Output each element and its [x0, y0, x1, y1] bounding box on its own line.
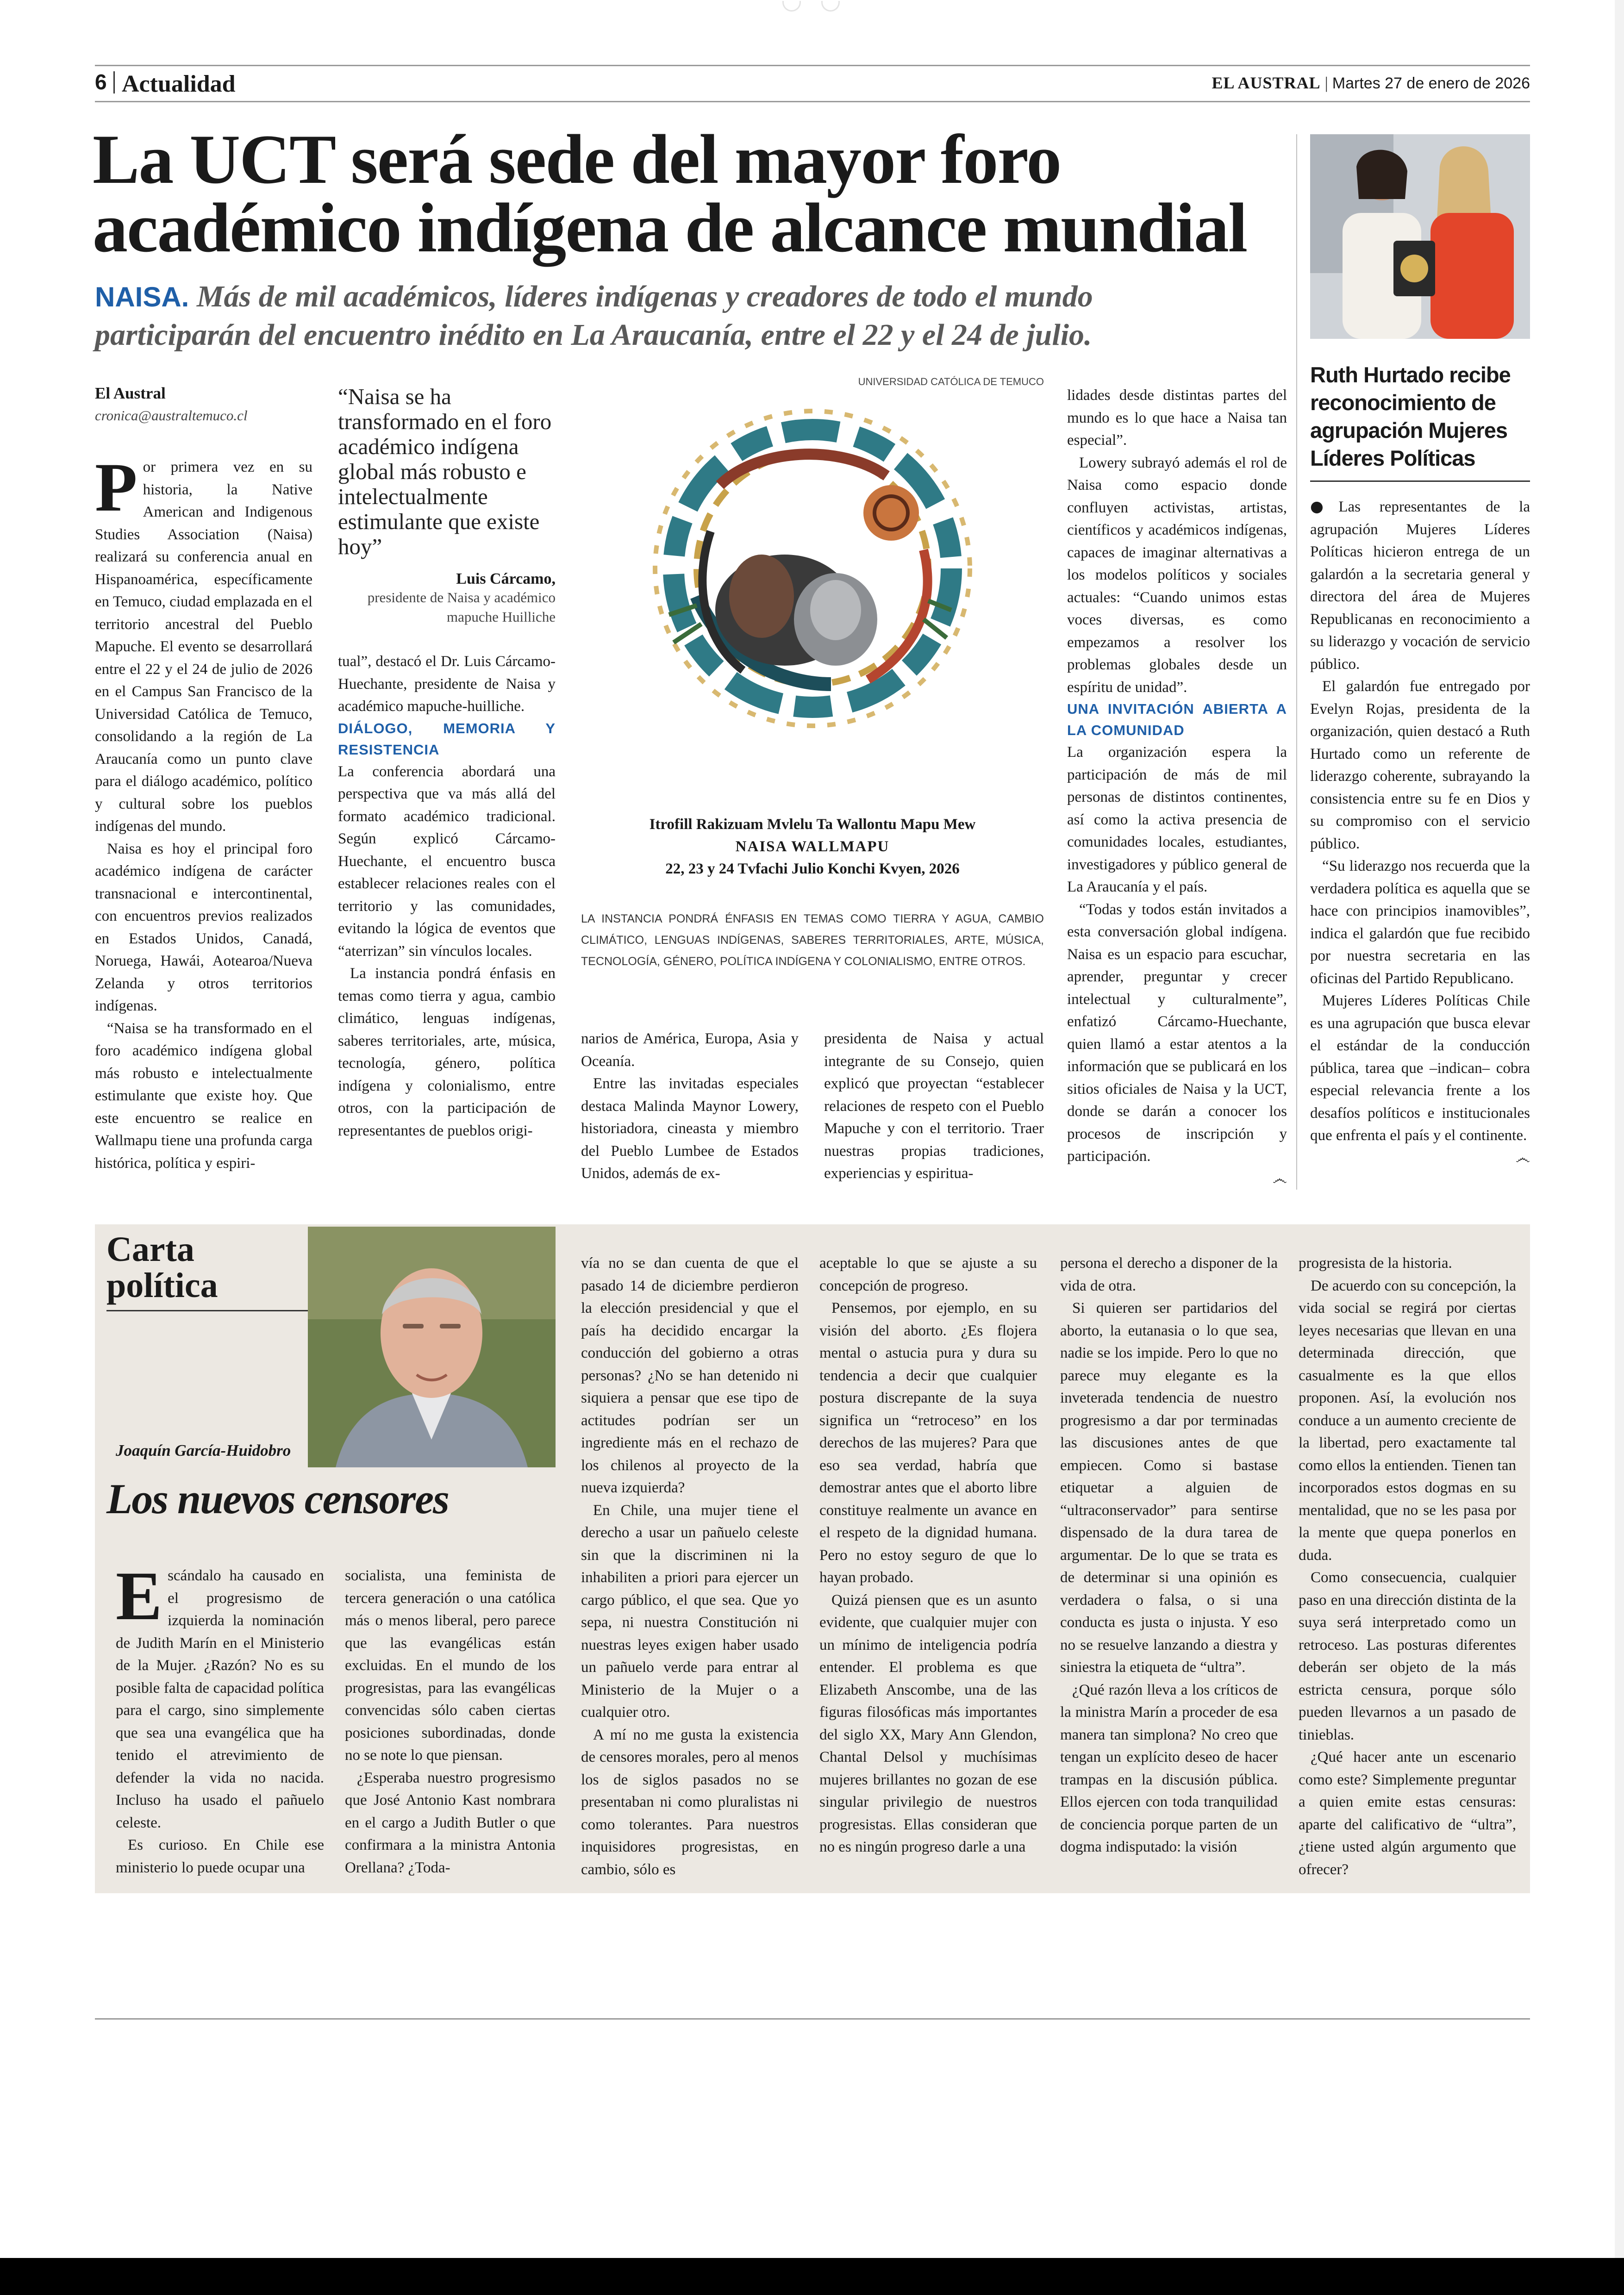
scan-mark-right	[821, 1, 840, 12]
main-headline	[93, 120, 1278, 267]
page-header	[95, 69, 1530, 99]
poster-line1: Itrofill Rakizuam Mvlelu Ta Wallontu Mapu Mew	[649, 816, 976, 833]
opinion-col-6	[1299, 1252, 1516, 1881]
opinion-label-line2: política	[106, 1266, 218, 1305]
author-portrait	[308, 1227, 556, 1467]
main-col-5	[1067, 384, 1287, 1191]
main-col3-p1: narios de América, Europa, Asia y Oceanía.	[581, 1030, 799, 1070]
side-p1: Las representantes de la agrupación Mujeres Líderes Políticas hicieron entrega de un galardón a la secretaria general y directora del área de Mujeres Republicanas en reconocimiento a su liderazgo y vocación de servicio público.	[1310, 499, 1530, 673]
pull-quote-role: presidente de Naisa y académico mapuche Huilliche	[367, 589, 556, 625]
pull-quote-text: “Naisa se ha transformado en el foro académico indígena global más robusto e intelectualmente estimulante que existe hoy”	[338, 384, 552, 559]
issue-date: Martes 27 de enero de 2026	[1332, 75, 1530, 92]
opinion-col5-p3: ¿Qué razón lleva a los críticos de la ministra Marín a proceder de esa manera tan simplona? No creo que tengan un explícito deseo de hacer trampas en la discusión pública. Ellos ejercen con toda tranquilidad de conciencia porque parten de un dogma indisputado: la visión	[1060, 1681, 1278, 1855]
main-col-2	[338, 650, 556, 1142]
header-rule	[95, 101, 1530, 102]
opinion-col2-p1: socialista, una feminista de tercera generación o una católica más o menos liberal, pero parece que las evangélicas están excluidas. En el mundo de los progresistas, para las evangélicas convencidas sólo caben ciertas posiciones subordinadas, donde no se note lo que piensan.	[345, 1567, 556, 1764]
side-col	[1310, 495, 1530, 1170]
deck	[95, 278, 1280, 354]
side-headline: Ruth Hurtado recibe reconocimiento de agrupación Mujeres Líderes Políticas	[1310, 362, 1511, 470]
main-headline-line2: académico indígena de alcance mundial	[93, 189, 1247, 267]
opinion-col1-p1: scándalo ha causado en el progresismo de izquierda la nominación de Judith Marín en el Ministerio de la Mujer. ¿Razón? No es su posible falta de capacidad política para el cargo, sino simplemente que sea una evangélica que ha tenido el atrevimiento de defender la vida no nacida. Incluso ha usado el pañuelo celeste.	[116, 1567, 324, 1831]
column-separator	[1296, 134, 1297, 1190]
opinion-col4-p1: aceptable lo que se ajuste a su concepción de progreso.	[819, 1255, 1037, 1294]
opinion-label-line1: Carta	[106, 1230, 194, 1269]
opinion-col6-p3: Como consecuencia, cualquier paso en una dirección distinta de la suya será interpretado como un retroceso. Las posturas diferentes deberán ser objeto de la más estricta censura, porque sólo pueden llevarnos a un pasado de tinieblas.	[1299, 1569, 1516, 1743]
naisa-poster	[581, 393, 1044, 888]
byline: El Austral	[95, 384, 166, 402]
main-col4-p1: presidenta de Naisa y actual integrante de su Consejo, quien explicó que proyectan “establecer relaciones de respeto con el Pueblo Mapuche y con el territorio. Traer nuestras propias tradiciones, experiencias y espiritua-	[824, 1030, 1044, 1182]
opinion-col-1	[116, 1558, 324, 1879]
bullet-icon: ●	[1310, 497, 1339, 515]
byline-email: cronica@australtemuco.cl	[95, 407, 248, 424]
right-scroll-edge	[1615, 0, 1624, 2258]
opinion-col5-p1: persona el derecho a disponer de la vida de otra.	[1060, 1255, 1278, 1294]
opinion-col3-p2: En Chile, una mujer tiene el derecho a usar un pañuelo celeste sin que la discriminen ni la inhabiliten a priori para ejercer un cargo público, el que sea. Que yo sepa, ni nuestra Constitución ni nuestras leyes exigen haber usado un pañuelo verde para entrar al Ministerio de la Mujer o a cualquier otro.	[581, 1502, 799, 1721]
opinion-col2-p2: ¿Esperaba nuestro progresismo que José Antonio Kast nombrara en el cargo a Judith Butler o que confirmara a la ministra Antonia Orellana? ¿Toda-	[345, 1769, 556, 1876]
side-p4: Mujeres Líderes Políticas Chile es una agrupación que busca elevar el estándar de la conducción pública, tarea que –indican– cobra especial relevancia frente a los desafíos políticos e institucionales que enfrenta el país y el continente.	[1310, 992, 1530, 1144]
main-col1-p2: Naisa es hoy el principal foro académico indígena de carácter transnacional e intercontinental, con encuentros previos realizados en Estados Unidos, Canadá, Noruega, Hawái, Aotearoa/Nueva Zelanda y otros territorios indígenas.	[95, 840, 312, 1014]
scan-mark-left	[782, 1, 801, 12]
paper-name: EL AUSTRAL	[1212, 74, 1321, 92]
opinion-col6-p2: De acuerdo con su concepción, la vida social se regirá por ciertas leyes necesarias que llevan en una determinada dirección, que casualmente es la que ellos proponen. Así, la evolución nos conduce a un aumento creciente de la libertad, pero exactamente tal como ellos la entienden. Tienen tan incorporados estos dogmas en su mentalidad, que no se les pasa por la mente que quepa ponerlos en duda.	[1299, 1277, 1516, 1564]
opinion-label-rule	[106, 1310, 308, 1311]
subhead-dialogo: DIÁLOGO, MEMORIA Y RESISTENCIA	[338, 720, 556, 758]
side-rule	[1310, 480, 1530, 482]
opinion-col-2	[345, 1565, 556, 1879]
bottom-black-band	[0, 2258, 1624, 2295]
pull-quote-name: Luis Cárcamo,	[456, 570, 556, 587]
header-divider-right: |	[1324, 74, 1328, 92]
main-col1-p3: “Naisa se ha transformado en el foro académico indígena global más robusto e intelectualmente estimulante que existe hoy. Que este encuentro se realice en Wallmapu tiene una profunda carga histórica, política y espiri-	[95, 1020, 312, 1172]
deck-text1: Más de mil académicos, líderes indígenas y creadores de todo el mundo	[196, 280, 1093, 313]
deck-line1	[95, 278, 1280, 316]
side-end-mark: ෴	[1515, 1148, 1530, 1167]
section-name: Actualidad	[122, 71, 236, 97]
opinion-col-4	[819, 1252, 1037, 1858]
pull-quote	[338, 384, 556, 627]
side-p3: “Su liderazgo nos recuerda que la verdadera política es aquella que se hace con principios inamovibles”, indica el galardón que fue recibido por nuestra secretaria en las oficinas del Partido Republicano.	[1310, 858, 1530, 987]
figure-caption: LA INSTANCIA PONDRÁ ÉNFASIS EN TEMAS COMO TIERRA Y AGUA, CAMBIO CLIMÁTICO, LENGUAS INDÍGENAS, SABERES TERRITORIALES, ARTE, MÚSICA, TECNOLOGÍA, GÉNERO, POLÍTICA INDÍGENA Y COLONIALISMO, ENTRE OTROS.	[581, 912, 1044, 968]
opinion-col4-p3: Quizá piensen que es un asunto evidente, que cualquier mujer con un mínimo de inteligencia podría entender. El problema es que Elizabeth Anscombe, una de las figuras filosóficas más importantes del siglo XX, Mary Ann Glendon, Chantal Delsol y muchísimas mujeres brillantes no gozan de ese singular privilegio de nuestros progresistas. Ellas consideran que no es ningún progreso darle a una	[819, 1591, 1037, 1855]
opinion-drop-cap: E	[116, 1558, 162, 1634]
main-col3-p2: Entre las invitadas especiales destaca Malinda Maynor Lowery, historiadora, cineasta y miembro del Pueblo Lumbee de Estados Unidos, además de ex-	[581, 1075, 799, 1182]
main-col-4	[824, 1028, 1044, 1185]
opinion-author: Joaquín García-Huidobro	[116, 1441, 291, 1459]
kicker: NAISA.	[95, 281, 189, 312]
side-photo	[1310, 134, 1530, 339]
opinion-col6-p1: progresista de la historia.	[1299, 1255, 1452, 1272]
main-col2-p3: La instancia pondrá énfasis en temas como tierra y agua, cambio climático, lenguas indígenas, saberes territoriales, arte, música, tecnología, género, política indígena y colonialismo, entre otros, con la participación de representantes de pueblos origi-	[338, 965, 556, 1139]
opinion-col6-p4: ¿Qué hacer ante un escenario como este? Simplemente preguntar a quien emite estas censuras: aparte del calificativo de “ultra”, ¿tiene usted algún argumento que ofrecer?	[1299, 1749, 1516, 1878]
bottom-rule	[95, 2018, 1530, 2020]
opinion-col3-p1: vía no se dan cuenta de que el pasado 14 de diciembre perdieron la elección presidencial y que el país ha decidido encargar la conducción del gobierno a otras personas? ¿No se han detenido ni siquiera a pensar que ese tipo de actitudes podrían ser un ingrediente más en el rechazo de los chilenos al proyecto de la nueva izquierda?	[581, 1255, 799, 1496]
opinion-col1-p2: Es curioso. En Chile ese ministerio lo puede ocupar una	[116, 1837, 324, 1876]
wreath-icon	[655, 411, 970, 726]
subhead-invitacion: UNA INVITACIÓN ABIERTA A LA COMUNIDAD	[1067, 701, 1287, 738]
page-number: 6	[95, 70, 107, 94]
poster-line3: 22, 23 y 24 Tvfachi Julio Konchi Kvyen, 2026	[665, 861, 960, 877]
opinion-col-5	[1060, 1252, 1278, 1858]
figure-credit: UNIVERSIDAD CATÓLICA DE TEMUCO	[858, 376, 1044, 387]
opinion-title: Los nuevos censores	[106, 1475, 449, 1522]
main-col5-p2: Lowery subrayó además el rol de Naisa como espacio donde confluyen activistas, artistas, científicos y académicos indígenas, capaces de imaginar alternativas a los modelos políticos y sociales actuales: “Cuando unimos estas voces diversas, es como empezamos a resolver los problemas globales desde un espíritu de unidad”.	[1067, 454, 1287, 696]
main-headline-line1: La UCT será sede del mayor foro	[93, 120, 1061, 198]
main-col5-p1: lidades desde distintas partes del mundo es lo que hace a Naisa tan especial”.	[1067, 387, 1287, 449]
opinion-section-label	[106, 1231, 218, 1303]
main-end-mark: ෴	[1272, 1169, 1287, 1188]
opinion-col3-p3: A mí no me gusta la existencia de censores morales, pero al menos los de siglos pasados no se presentaban ni como pluralistas ni como tolerantes. Para nuestros inquisidores progresistas, en cambio, sólo es	[581, 1726, 799, 1878]
author-photo	[308, 1227, 556, 1467]
main-col1-p1: or primera vez en su historia, la Native American and Indigenous Studies Association (Naisa) realizará su conferencia anual en Hispanoamérica, específicamente en Temuco, ciudad emplazada en el territorio ancestral del Pueblo Mapuche. El evento se desarrollará entre el 22 y el 24 de julio de 2026 en el Campus San Francisco de la Universidad Católica de Temuco, consolidando a la región de La Araucanía como un punto clave para el diálogo académico, político y cultural sobre los pueblos indígenas del mundo.	[95, 459, 312, 835]
side-p2: El galardón fue entregado por Evelyn Rojas, presidenta de la organización, quien destacó a Ruth Hurtado como un referente de liderazgo coherente, subrayando la consistencia entre su fe en Dios y su compromiso con el servicio público.	[1310, 678, 1530, 852]
deck-line2: participarán del encuentro inédito en La Araucanía, entre el 22 y el 24 de julio.	[95, 318, 1092, 352]
main-col5-p4: “Todas y todos están invitados a esta conversación global indígena. Naisa es un espacio para escuchar, aprender, preguntar y crecer intelectual y culturalmente”, enfatizó Cárcamo-Huechante, quien llamó a estar atentos a la información que se publicará en los sitios oficiales de Naisa y la UCT, donde se darán a conocer los procesos de inscripción y participación.	[1067, 901, 1287, 1165]
main-col2-p2: La conferencia abordará una perspectiva que va más allá del formato académico tradicional. Según explicó Cárcamo-Huechante, el encuentro busca establecer relaciones reales con el territorio y las comunidades, evitando la lógica de eventos que “aterrizan” sin vínculos locales.	[338, 763, 556, 960]
drop-cap: P	[95, 449, 137, 526]
main-col-1	[95, 449, 312, 1174]
main-col2-p1: tual”, destacó el Dr. Luis Cárcamo-Huechante, presidente de Naisa y académico mapuche-huilliche.	[338, 653, 556, 715]
main-col5-p3: La organización espera la participación de más de mil personas de distintos continentes, así como la activa presencia de comunidades locales, estudiantes, investigadores y público general de La Araucanía y el país.	[1067, 744, 1287, 895]
opinion-col4-p2: Pensemos, por ejemplo, en su visión del aborto. ¿Es flojera mental o astucia pura y dura su tendencia a decir que cualquier postura discrepante de la suya significa un “retroceso” en los derechos de las mujeres? Para que eso sea verdad, habría que demostrar antes que el aborto libre constituye realmente un avance en el respeto de la dignidad humana. Pero no estoy seguro de que lo hayan probado.	[819, 1300, 1037, 1586]
header-right	[1212, 73, 1530, 93]
poster-artwork	[581, 393, 1044, 744]
main-col-3	[581, 1028, 799, 1185]
header-divider	[113, 71, 115, 94]
poster-line2: NAISA WALLMAPU	[735, 838, 890, 855]
side-photo-illustration	[1310, 134, 1530, 339]
opinion-col5-p2: Si quieren ser partidarios del aborto, la eutanasia o lo que sea, nadie se los impide. Pero lo que no parece muy elegante es la inveterada tendencia de nuestro progresismo a dar por terminadas las discusiones antes de que empiecen. Como si bastase etiquetar a alguien de “ultraconservador” para sentirse dispensado de la dura tarea de argumentar. De lo que se trata es de determinar si una opinión es verdadera o falsa, o si una conducta es justa o injusta. Y eso no se resuelve lanzando a diestra y siniestra la etiqueta de “ultra”.	[1060, 1300, 1278, 1676]
opinion-col-3	[581, 1252, 799, 1881]
top-rule	[95, 65, 1530, 66]
